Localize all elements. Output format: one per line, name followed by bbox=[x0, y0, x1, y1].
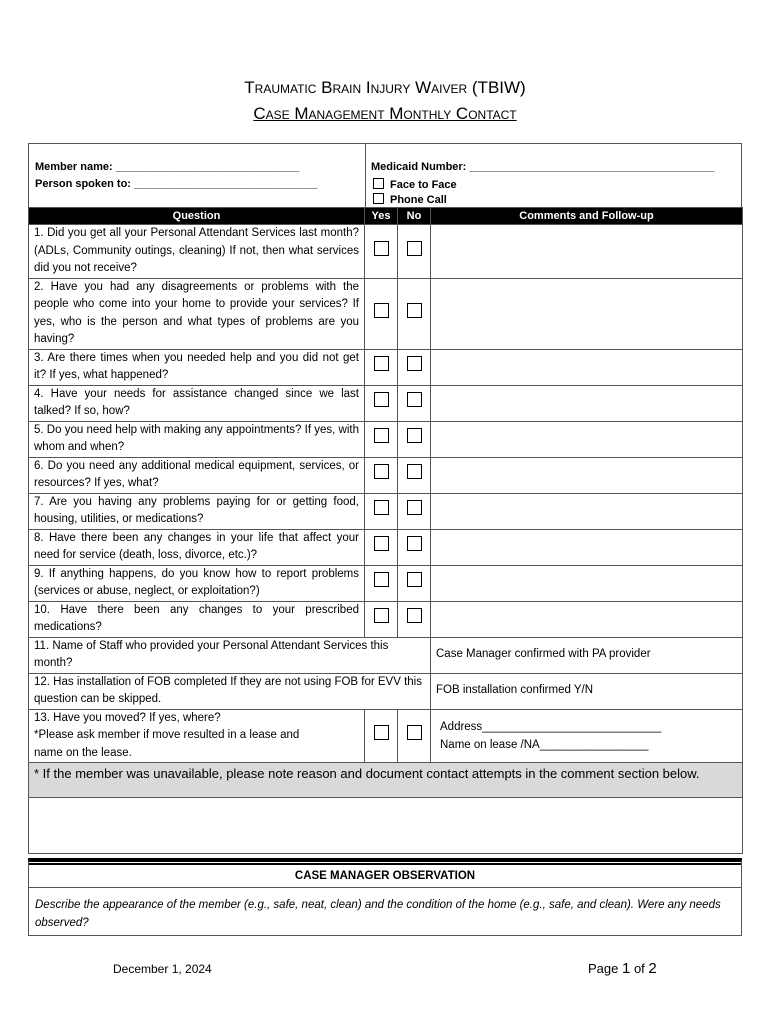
phone-call-option[interactable] bbox=[373, 193, 447, 206]
no-checkbox[interactable] bbox=[407, 464, 422, 479]
column-header-no: No bbox=[398, 208, 431, 225]
table-row bbox=[29, 385, 743, 421]
question-text: 5. Do you need help with making any appointments? If yes, with whom and when? bbox=[29, 421, 365, 457]
yes-checkbox[interactable] bbox=[374, 356, 389, 371]
no-checkbox[interactable] bbox=[407, 536, 422, 551]
no-checkbox[interactable] bbox=[407, 428, 422, 443]
table-row bbox=[29, 493, 743, 529]
yes-checkbox[interactable] bbox=[374, 725, 389, 740]
no-checkbox[interactable] bbox=[407, 572, 422, 587]
table-row bbox=[29, 457, 743, 493]
questions-table bbox=[28, 207, 743, 854]
face-to-face-checkbox[interactable] bbox=[373, 178, 384, 189]
question-note: *Please ask member if move resulted in a lease and bbox=[34, 729, 300, 741]
comment-field[interactable] bbox=[431, 529, 743, 565]
phone-call-label: Phone Call bbox=[390, 194, 447, 206]
member-name-field[interactable]: Member name: ______________________________ bbox=[35, 161, 300, 173]
face-to-face-option[interactable] bbox=[373, 178, 457, 191]
unavailable-note: * If the member was unavailable, please note reason and document contact attempts in the comment section below. bbox=[29, 763, 743, 798]
table-row bbox=[29, 225, 743, 279]
table-row bbox=[29, 278, 743, 349]
pa-provider-confirmation[interactable]: Case Manager confirmed with PA provider bbox=[431, 637, 743, 673]
question-text: 11. Name of Staff who provided your Personal Attendant Services this month? bbox=[29, 637, 431, 673]
table-row bbox=[29, 673, 743, 709]
comment-field[interactable] bbox=[431, 278, 743, 349]
yes-checkbox[interactable] bbox=[374, 303, 389, 318]
column-header-comments: Comments and Follow-up bbox=[431, 208, 743, 225]
table-row bbox=[29, 421, 743, 457]
question-text: 12. Has installation of FOB completed If they are not using FOB for EVV this question can be skipped. bbox=[29, 673, 431, 709]
footer-date: December 1, 2024 bbox=[113, 962, 212, 976]
question-text: 1. Did you get all your Personal Attendant Services last month? (ADLs, Community outings, cleaning) If not, then what services did you not receive? bbox=[29, 225, 365, 279]
face-to-face-label: Face to Face bbox=[390, 179, 457, 191]
member-info-header bbox=[28, 143, 742, 207]
no-checkbox[interactable] bbox=[407, 392, 422, 407]
comment-section-field[interactable] bbox=[29, 798, 743, 854]
yes-checkbox[interactable] bbox=[374, 536, 389, 551]
table-row bbox=[29, 349, 743, 385]
column-header-question: Question bbox=[29, 208, 365, 225]
yes-checkbox[interactable] bbox=[374, 428, 389, 443]
comment-field[interactable] bbox=[431, 601, 743, 637]
observation-heading: CASE MANAGER OBSERVATION bbox=[29, 863, 741, 888]
observation-prompt[interactable]: Describe the appearance of the member (e.g., safe, neat, clean) and the condition of the home (e.g., safe, and clean). Were any needs observed? bbox=[35, 899, 721, 929]
comment-field[interactable] bbox=[431, 225, 743, 279]
no-checkbox[interactable] bbox=[407, 608, 422, 623]
comment-field[interactable] bbox=[431, 349, 743, 385]
document-subtitle: Case Management Monthly Contact bbox=[253, 104, 517, 123]
page-number bbox=[588, 960, 657, 977]
table-row bbox=[29, 709, 743, 763]
question-text: 3. Are there times when you needed help and you did not get it? If yes, what happened? bbox=[29, 349, 365, 385]
comment-field[interactable] bbox=[431, 421, 743, 457]
question-text: 9. If anything happens, do you know how to report problems (services or abuse, neglect, or exploitation?) bbox=[29, 565, 365, 601]
yes-checkbox[interactable] bbox=[374, 500, 389, 515]
question-text: 4. Have your needs for assistance changed since we last talked? If so, how? bbox=[29, 385, 365, 421]
page-total: 2 bbox=[648, 960, 657, 977]
yes-checkbox[interactable] bbox=[374, 572, 389, 587]
table-row bbox=[29, 565, 743, 601]
page-current: 1 bbox=[621, 960, 631, 977]
no-checkbox[interactable] bbox=[407, 725, 422, 740]
person-spoken-field[interactable]: Person spoken to: ______________________________ bbox=[35, 178, 318, 190]
lease-name-field[interactable]: Name on lease /NA_________________ bbox=[440, 738, 649, 751]
question-text: 8. Have there been any changes in your life that affect your need for service (death, loss, divorce, etc.)? bbox=[29, 529, 365, 565]
yes-checkbox[interactable] bbox=[374, 464, 389, 479]
comment-field[interactable] bbox=[431, 493, 743, 529]
no-checkbox[interactable] bbox=[407, 500, 422, 515]
table-row bbox=[29, 601, 743, 637]
yes-checkbox[interactable] bbox=[374, 608, 389, 623]
table-row bbox=[29, 763, 743, 798]
comment-field[interactable] bbox=[431, 565, 743, 601]
column-header-yes: Yes bbox=[365, 208, 398, 225]
observation-section bbox=[28, 858, 742, 936]
address-field[interactable]: Address____________________________ bbox=[440, 720, 662, 733]
document-title: Traumatic Brain Injury Waiver (TBIW) bbox=[244, 78, 526, 97]
yes-checkbox[interactable] bbox=[374, 241, 389, 256]
table-row bbox=[29, 798, 743, 854]
no-checkbox[interactable] bbox=[407, 241, 422, 256]
fob-confirmation[interactable]: FOB installation confirmed Y/N bbox=[431, 673, 743, 709]
table-row bbox=[29, 529, 743, 565]
question-note: name on the lease. bbox=[34, 746, 132, 759]
medicaid-number-field[interactable]: Medicaid Number: ________________________________________ bbox=[371, 161, 715, 173]
no-checkbox[interactable] bbox=[407, 303, 422, 318]
question-text: 6. Do you need any additional medical equipment, services, or resources? If yes, what? bbox=[29, 457, 365, 493]
comment-field[interactable] bbox=[431, 457, 743, 493]
table-row bbox=[29, 637, 743, 673]
question-text: 7. Are you having any problems paying for or getting food, housing, utilities, or medications? bbox=[29, 493, 365, 529]
page-prefix: Page bbox=[588, 961, 622, 976]
no-checkbox[interactable] bbox=[407, 356, 422, 371]
phone-call-checkbox[interactable] bbox=[373, 193, 384, 204]
question-text: 10. Have there been any changes to your prescribed medications? bbox=[29, 601, 365, 637]
page-of: of bbox=[630, 961, 649, 976]
question-text: 13. Have you moved? If yes, where? bbox=[34, 711, 221, 724]
comment-field[interactable] bbox=[431, 385, 743, 421]
yes-checkbox[interactable] bbox=[374, 392, 389, 407]
question-text: 2. Have you had any disagreements or problems with the people who come into your home to provide your services? If yes, who is the person and what types of problems are you having? bbox=[29, 278, 365, 349]
